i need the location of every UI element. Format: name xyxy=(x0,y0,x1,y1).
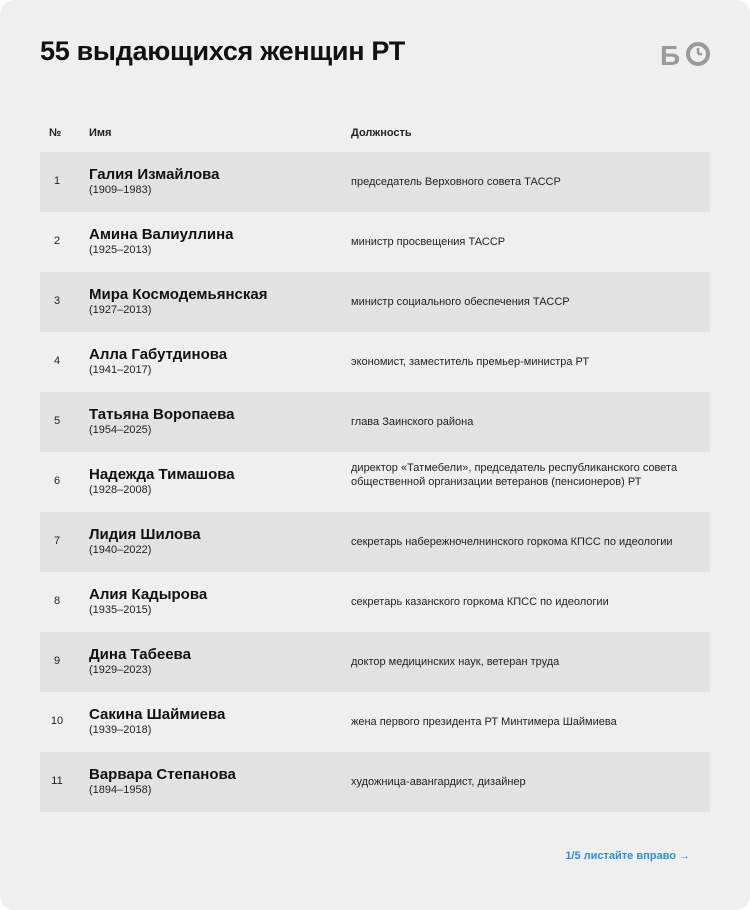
person-years: (1935–2015) xyxy=(89,604,152,616)
row-number: 4 xyxy=(53,355,61,367)
row-number: 2 xyxy=(53,235,61,247)
person-name: Амина Валиуллина xyxy=(89,226,234,243)
logo-letter-b: Б xyxy=(660,40,681,68)
person-years: (1954–2025) xyxy=(89,424,152,436)
person-position: глава Заинского района xyxy=(351,416,474,428)
table-row xyxy=(40,752,710,812)
person-name: Мира Космодемьянская xyxy=(89,286,268,303)
person-position: министр просвещения ТАССР xyxy=(351,236,506,248)
table-row xyxy=(40,692,710,752)
table-row xyxy=(40,332,710,392)
table-header xyxy=(40,122,710,148)
person-position: жена первого президента РТ Минтимера Шаймиева xyxy=(351,716,617,728)
table-row xyxy=(40,632,710,692)
table-row xyxy=(40,152,710,212)
table-row xyxy=(40,512,710,572)
row-number: 1 xyxy=(53,175,61,187)
table-row xyxy=(40,272,710,332)
person-years: (1909–1983) xyxy=(89,184,152,196)
table-row xyxy=(40,392,710,452)
page-title: 55 выдающихся женщин РТ xyxy=(40,36,405,66)
person-position: директор «Татмебели», председатель республиканского совета общественной организации ветеранов (пенсионеров) РТ xyxy=(351,462,678,488)
person-position: секретарь набережночелнинского горкома КПСС по идеологии xyxy=(351,536,673,548)
person-years: (1941–2017) xyxy=(89,364,152,376)
row-number: 11 xyxy=(51,775,63,787)
column-header-name: Имя xyxy=(89,127,112,139)
table-body xyxy=(40,152,710,812)
row-number: 7 xyxy=(53,535,61,547)
person-years: (1928–2008) xyxy=(89,484,152,496)
person-name: Алла Габутдинова xyxy=(89,346,228,363)
person-position: художница-авангардист, дизайнер xyxy=(351,776,526,788)
row-number: 6 xyxy=(53,475,61,487)
person-name: Татьяна Воропаева xyxy=(89,406,235,423)
person-position: экономист, заместитель премьер-министра РТ xyxy=(351,356,590,368)
bo-logo xyxy=(660,40,712,68)
person-years: (1927–2013) xyxy=(89,304,152,316)
column-header-num: № xyxy=(49,127,62,139)
table-row xyxy=(40,572,710,632)
row-number: 8 xyxy=(53,595,61,607)
clock-icon xyxy=(688,44,708,64)
row-number: 5 xyxy=(53,415,61,427)
person-position: председатель Верховного совета ТАССР xyxy=(351,176,561,188)
person-name: Надежда Тимашова xyxy=(89,466,235,483)
row-number: 9 xyxy=(53,655,61,667)
person-years: (1925–2013) xyxy=(89,244,152,256)
person-position: секретарь казанского горкома КПСС по идеологии xyxy=(351,596,609,608)
table-row xyxy=(40,212,710,272)
person-name: Алия Кадырова xyxy=(89,586,208,603)
person-years: (1940–2022) xyxy=(89,544,152,556)
person-position: министр социального обеспечения ТАССР xyxy=(351,296,570,308)
person-years: (1929–2023) xyxy=(89,664,152,676)
person-name: Дина Табеева xyxy=(89,646,191,663)
row-number: 3 xyxy=(53,295,61,307)
person-name: Лидия Шилова xyxy=(89,526,201,543)
person-name: Галия Измайлова xyxy=(89,166,220,183)
person-years: (1894–1958) xyxy=(89,784,152,796)
column-header-position: Должность xyxy=(351,127,412,139)
row-number: 10 xyxy=(50,715,64,727)
person-position: доктор медицинских наук, ветеран труда xyxy=(351,656,560,668)
person-years: (1939–2018) xyxy=(89,724,152,736)
table-row xyxy=(40,452,710,512)
pagination-hint-link[interactable]: 1/5 листайте вправо → xyxy=(565,850,690,862)
person-name: Варвара Степанова xyxy=(89,766,236,783)
person-name: Сакина Шаймиева xyxy=(89,706,226,723)
